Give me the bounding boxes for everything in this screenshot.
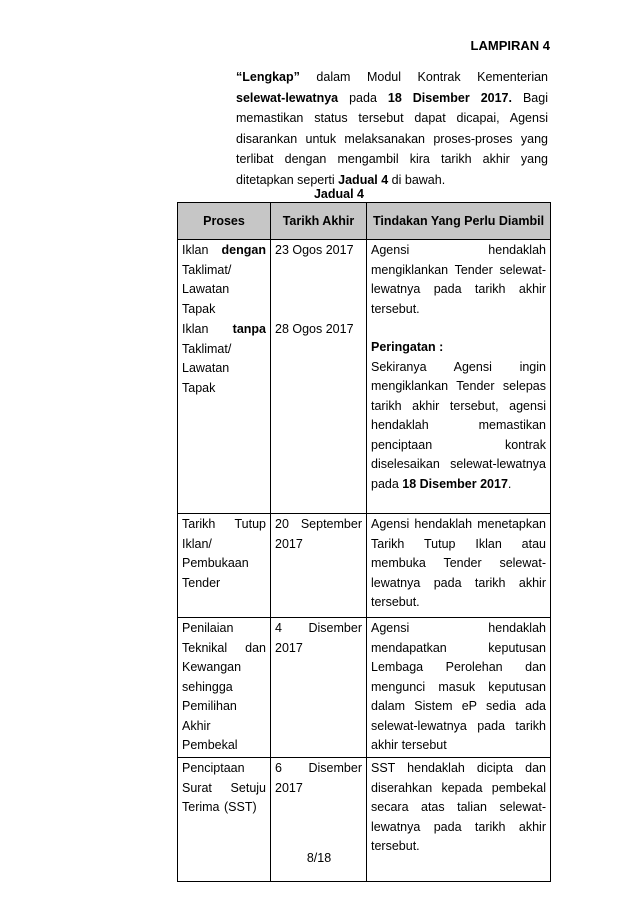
intro-text-1: dalam Modul Kontrak Kementerian [299,70,548,84]
table-caption: Jadual 4 [313,187,365,201]
table-header-row [178,203,551,240]
table-row [178,514,551,618]
proses-cell: Iklan tanpa Taklimat/ Lawatan Tapak [178,319,271,514]
intro-text-3: Bagi memastikan status tersebut dapat dicapai, Agensi disarankan untuk melaksanakan proses-proses yang terlibat dengan mengambil kira tarikh akhir yang ditetapkan seperti [236,90,548,187]
header-tarikh-akhir: Tarikh Akhir [271,203,367,240]
intro-text-4: di bawah. [388,172,446,187]
tindakan-cell [367,240,551,514]
tindakan-cell: Agensi hendaklah menetapkan Tarikh Tutup Iklan atau membuka Tender selewat-lewatnya pada tarikh akhir tersebut. [367,514,551,618]
tarikh-cell: 20 September 2017 [271,514,367,618]
proses-bold-word: tanpa [232,322,266,336]
proses-cell: Penilaian Teknikal dan Kewangan sehingga Pemilihan Akhir Pembekal [178,618,271,758]
tindakan-text: Agensi hendaklah mengiklankan Tender selewat-lewatnya pada tarikh akhir tersebut. [371,243,546,316]
proses-bold-word: dengan [221,243,266,257]
header-tindakan: Tindakan Yang Perlu Diambil [367,203,551,240]
table-row [178,618,551,758]
intro-term-selewat: selewat-lewatnya [236,90,339,105]
intro-term-lengkap: “Lengkap” [236,70,300,84]
tarikh-cell: 23 Ogos 2017 [271,240,367,320]
peringatan-deadline: 18 Disember 2017 [402,476,508,491]
appendix-label: LAMPIRAN 4 [470,38,550,53]
peringatan-title: Peringatan : [371,340,444,354]
deadline-table [177,202,551,882]
proses-cell: Tarikh Tutup Iklan/ Pembukaan Tender [178,514,271,618]
proses-cell: Penciptaan Surat Setuju Terima (SST) [178,758,271,882]
tindakan-cell: Agensi hendaklah mendapatkan keputusan Lembaga Perolehan dan mengunci masuk keputusan dalam Sistem eP sedia ada selewat-lewatnya pada tarikh akhir tersebut [367,618,551,758]
intro-table-ref: Jadual 4 [338,172,389,187]
tarikh-cell: 4 Disember 2017 [271,618,367,758]
table-row [178,240,551,320]
page-number: 8/18 [306,851,332,865]
header-proses: Proses [178,203,271,240]
intro-deadline: 18 Disember 2017. [387,90,512,105]
tindakan-cell: SST hendaklah dicipta dan diserahkan kepada pembekal secara atas talian selewat-lewatnya pada tarikh akhir tersebut. [367,758,551,882]
tarikh-cell: 6 Disember 2017 [271,758,367,882]
intro-paragraph [236,67,548,190]
intro-text-2: pada [338,90,388,105]
proses-cell: Iklan dengan Taklimat/ Lawatan Tapak [178,240,271,320]
peringatan-text: Sekiranya Agensi ingin mengiklankan Tender selepas tarikh akhir tersebut, agensi hendaklah memastikan penciptaan kontrak diselesaikan selewat-lewatnya pada 18 Disember 2017. [371,359,546,491]
tarikh-cell: 28 Ogos 2017 [271,319,367,514]
